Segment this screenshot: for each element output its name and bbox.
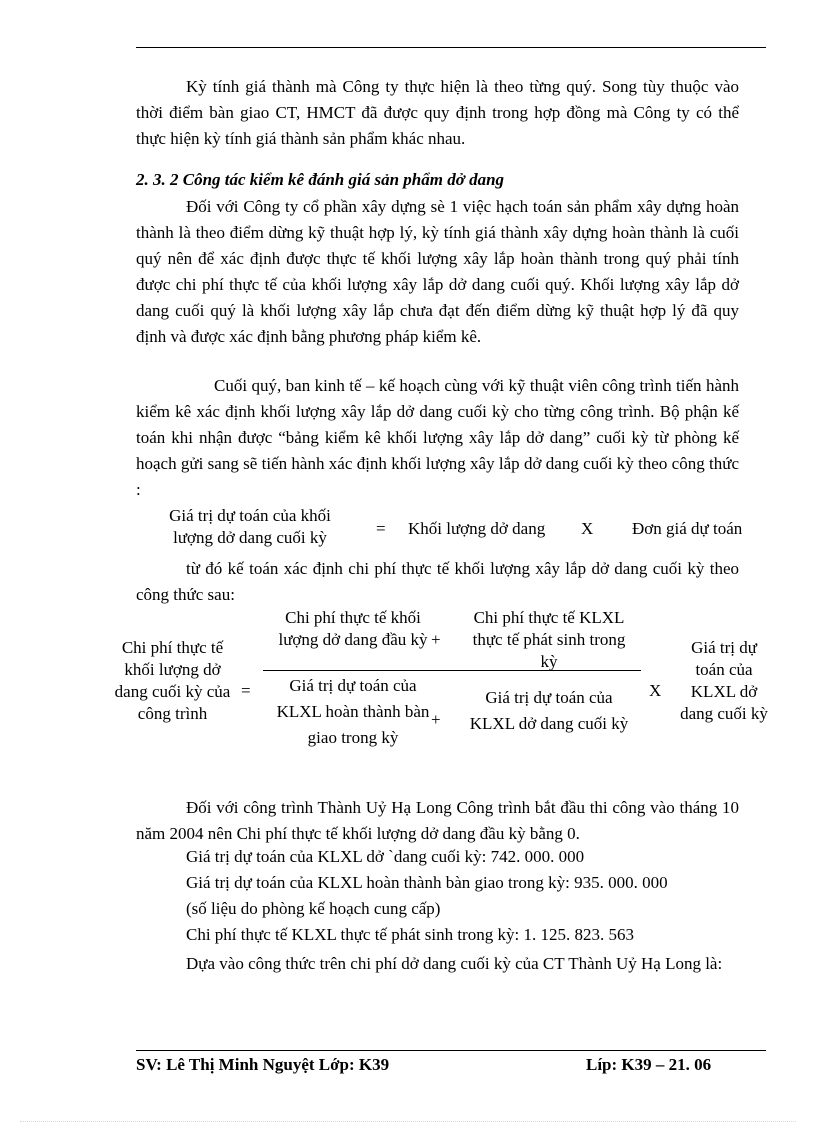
paragraph-inventory: Cuối quý, ban kinh tế – kế hoạch cùng với kỹ thuật viên công trình tiến hành kiểm kê xác định khối lượng xây lắp dở dang cuối kỳ cho từng công trình. Bộ phận kế toán khi nhận được “bảng kiểm kê khối lượng xây lắp dở dang” cuối kỳ từ phòng kế hoạch gửi sang sẽ tiến hành xác định khối lượng xây lắp dở dang cuối kỳ theo công thức : (136, 376, 739, 499)
paragraph-wip-intro: Đối với Công ty cổ phần xây dựng sè 1 việc hạch toán sản phẩm xây dựng hoàn thành là theo điểm dừng kỹ thuật hợp lý, kỳ tính giá thành xây dựng hoàn thành là cuối quý nên để xác định được thực tế khối lượng xây lắp hoàn thành trong quý phải tính được chi phí thực tế của khối lượng xây lắp dở dang cuối quý. Khối lượng xây lắp dở dang cuối quý là khối lượng xây lắp chưa đạt đến điểm dừng kỹ thuật hợp lý đã quy định và được xác định bằng phương pháp kiểm kê. (136, 197, 739, 346)
page-edge (20, 1121, 796, 1122)
header-rule (136, 47, 766, 48)
footer-rule (136, 1050, 766, 1051)
line-source-note: (số liệu do phòng kế hoạch cung cấp) (186, 899, 441, 918)
formula1-term2: Đơn giá dự toán (632, 519, 743, 538)
footer-student: SV: Lê Thị Minh Nguyệt Lớp: K39 (136, 1055, 390, 1074)
line-wip-estimate: Giá trị dự toán của KLXL dở `dang cuối kỳ: 742. 000. 000 (186, 847, 585, 866)
formula1-operator: X (581, 519, 594, 538)
formula2-lhs: Chi phí thực tế khối lượng dở dang cuối kỳ của công trình (114, 638, 231, 723)
formula2-denominator-plus: + (431, 710, 441, 729)
formula2-rhs: Giá trị dự toán của KLXL dở dang cuối kỳ (680, 638, 768, 723)
formula2-numerator-plus: + (431, 630, 441, 649)
line-actual-cost: Chi phí thực tế KLXL thực tế phát sinh trong kỳ: 1. 125. 823. 563 (186, 925, 634, 944)
formula2-denominator-b: Giá trị dự toán của KLXL dở dang cuối kỳ (469, 688, 629, 733)
formula2-numerator-a: Chi phí thực tế khối lượng dở dang đầu kỳ (278, 608, 428, 649)
paragraph-conclusion: Dựa vào công thức trên chi phí dở dang cuối kỳ của CT Thành Uỷ Hạ Long là: (186, 954, 723, 973)
formula2-equals: = (241, 681, 251, 700)
paragraph-formula2-intro: từ đó kế toán xác định chi phí thực tế khối lượng xây lắp dở dang cuối kỳ theo công thức sau: (136, 559, 739, 604)
footer-class: Líp: K39 – 21. 06 (586, 1055, 712, 1074)
formula1-term1: Khối lượng dở dang (408, 519, 546, 538)
paragraph-thanh-uy: Đối với công trình Thành Uỷ Hạ Long Công trình bắt đầu thi công vào tháng 10 năm 2004 nên Chi phí thực tế khối lượng dở dang đầu kỳ bằng 0. (136, 798, 739, 843)
section-heading: 2. 3. 2 Công tác kiểm kê đánh giá sản phẩm dở dang (136, 170, 505, 189)
paragraph-period: Kỳ tính giá thành mà Công ty thực hiện là theo từng quý. Song tùy thuộc vào thời điểm bàn giao CT, HMCT đã được quy định trong hợp đồng mà Công ty có thể thực hiện kỳ tính giá thành sản phẩm khác nhau. (136, 77, 739, 148)
formula1-lhs: Giá trị dự toán của khối lượng dở dang cuối kỳ (169, 506, 331, 547)
line-completed-estimate: Giá trị dự toán của KLXL hoàn thành bàn giao trong kỳ: 935. 000. 000 (186, 873, 668, 892)
formula2-operator: X (649, 681, 662, 700)
formula1-equals: = (376, 519, 386, 538)
formula2-denominator-a: Giá trị dự toán của KLXL hoàn thành bàn giao trong kỳ (276, 676, 430, 747)
formula2-numerator-b: Chi phí thực tế KLXL thực tế phát sinh trong kỳ (472, 608, 626, 671)
formula2-fraction-bar (263, 670, 641, 671)
